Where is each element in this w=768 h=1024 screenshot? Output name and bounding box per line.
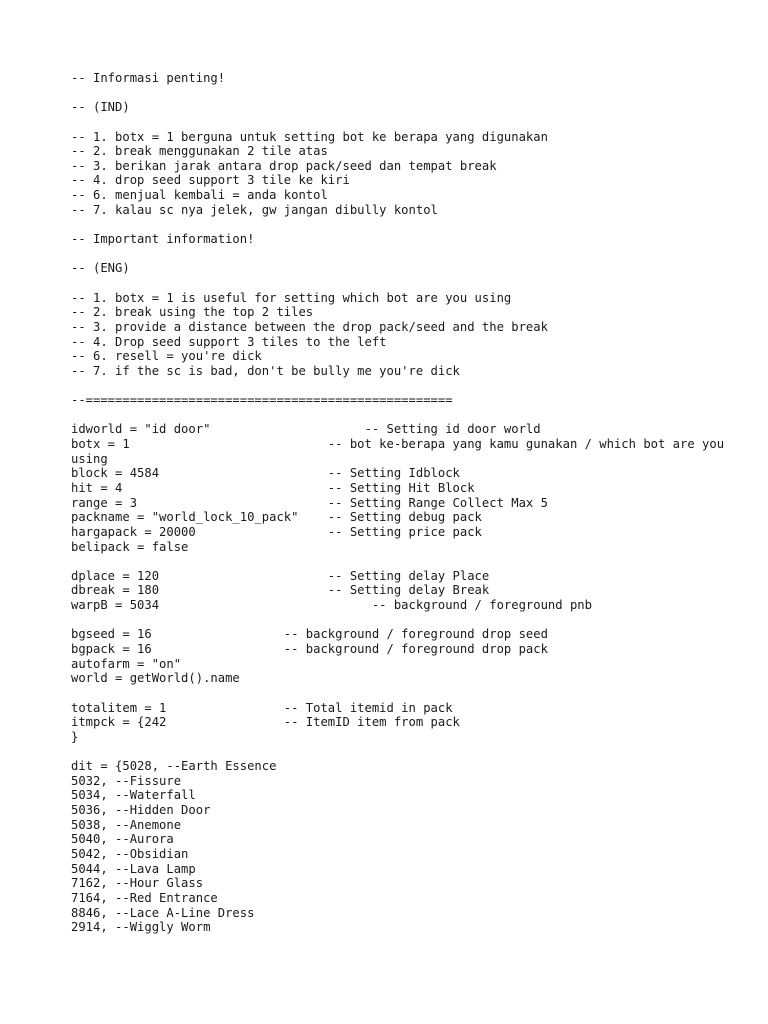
code-line: 5042, --Obsidian	[71, 846, 189, 861]
code-line: world = getWorld().name	[71, 671, 240, 686]
code-line: dit = {5028, --Earth Essence	[71, 759, 277, 774]
code-line: 5036, --Hidden Door	[71, 803, 211, 818]
code-line: 5044, --Lava Lamp	[71, 861, 196, 876]
code-line	[71, 115, 731, 130]
code-line: autofarm = "on"	[71, 656, 182, 671]
code-line: 7162, --Hour Glass	[71, 876, 204, 891]
code-line: botx = 1 -- bot ke-berapa yang kamu gunakan / which bot are you using	[71, 437, 732, 466]
code-line: -- 2. break menggunakan 2 tile atas	[71, 144, 328, 159]
code-line: hit = 4 -- Setting Hit Block	[71, 480, 475, 495]
code-line: -- 7. if the sc is bad, don't be bully me you're dick	[71, 363, 460, 378]
code-line: 2914, --Wiggly Worm	[71, 920, 211, 935]
code-line: block = 4584 -- Setting Idblock	[71, 466, 460, 481]
code-line	[71, 686, 731, 701]
code-line: 7164, --Red Entrance	[71, 890, 218, 905]
code-line: -- 6. resell = you're dick	[71, 349, 262, 364]
code-line: totalitem = 1 -- Total itemid in pack	[71, 700, 453, 715]
code-line	[71, 408, 731, 423]
code-line	[71, 378, 731, 393]
code-line: range = 3 -- Setting Range Collect Max 5	[71, 495, 548, 510]
code-line: -- 2. break using the top 2 tiles	[71, 305, 314, 320]
code-line	[71, 247, 731, 262]
code-line	[71, 554, 731, 569]
code-line: 5034, --Waterfall	[71, 788, 196, 803]
code-line: -- 6. menjual kembali = anda kontol	[71, 188, 328, 203]
code-line: -- 4. drop seed support 3 tile ke kiri	[71, 173, 350, 188]
code-line: warpB = 5034 -- background / foreground pnb	[71, 598, 592, 613]
code-line: -- (ENG)	[71, 261, 130, 276]
code-line: bgseed = 16 -- background / foreground drop seed	[71, 627, 548, 642]
code-line: bgpack = 16 -- background / foreground drop pack	[71, 642, 548, 657]
code-line: 5038, --Anemone	[71, 817, 182, 832]
code-line: 5040, --Aurora	[71, 832, 174, 847]
code-line: -- 1. botx = 1 is useful for setting which bot are you using	[71, 290, 512, 305]
code-line: -- Important information!	[71, 232, 255, 247]
code-line: -- 3. berikan jarak antara drop pack/seed dan tempat break	[71, 158, 497, 173]
code-line: dplace = 120 -- Setting delay Place	[71, 568, 490, 583]
code-line	[71, 217, 731, 232]
code-line: --==================================================	[71, 393, 453, 408]
code-line	[71, 745, 731, 760]
code-line	[71, 276, 731, 291]
code-line: belipack = false	[71, 539, 189, 554]
code-line: -- 7. kalau sc nya jelek, gw jangan dibully kontol	[71, 202, 438, 217]
code-line: itmpck = {242 -- ItemID item from pack	[71, 715, 460, 730]
code-line: -- 3. provide a distance between the drop pack/seed and the break	[71, 319, 548, 334]
code-line	[71, 86, 731, 101]
code-line: -- 4. Drop seed support 3 tiles to the left	[71, 334, 387, 349]
code-line: hargapack = 20000 -- Setting price pack	[71, 524, 482, 539]
code-line: dbreak = 180 -- Setting delay Break	[71, 583, 490, 598]
code-line: }	[71, 729, 79, 744]
code-line: -- 1. botx = 1 berguna untuk setting bot ke berapa yang digunakan	[71, 129, 548, 144]
code-line: packname = "world_lock_10_pack" -- Setting debug pack	[71, 510, 482, 525]
code-line	[71, 613, 731, 628]
code-document	[71, 71, 731, 935]
code-line: idworld = "id door" -- Setting id door world	[71, 422, 541, 437]
code-line: -- Informasi penting!	[71, 71, 226, 85]
code-line: -- (IND)	[71, 100, 130, 115]
code-line: 8846, --Lace A-Line Dress	[71, 905, 255, 920]
code-line: 5032, --Fissure	[71, 773, 182, 788]
